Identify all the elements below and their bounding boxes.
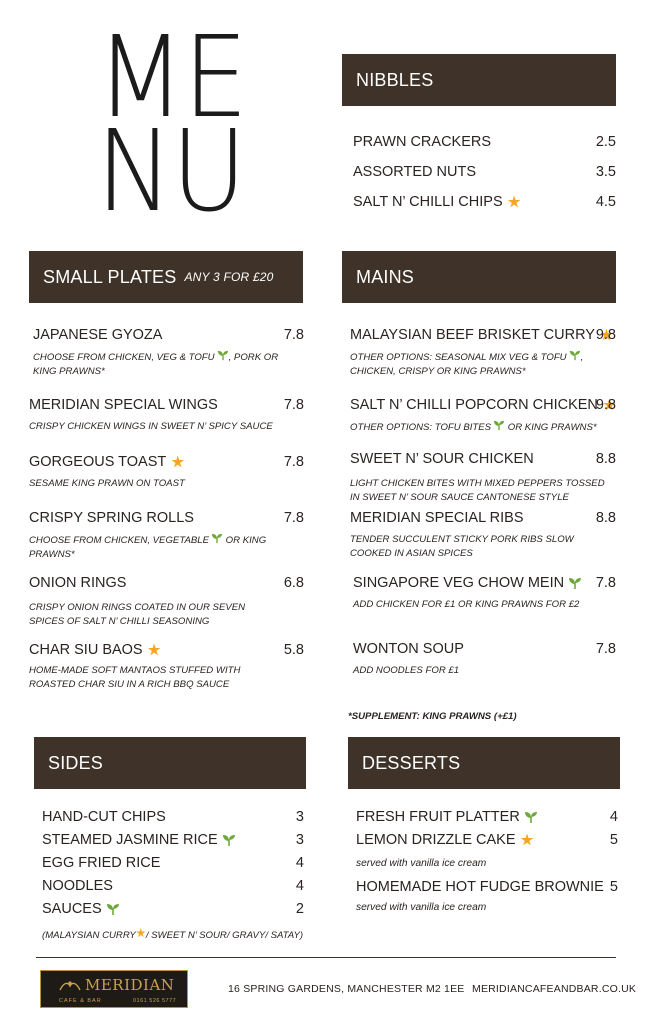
logo-phone: 0161 526 5777 xyxy=(133,998,177,1004)
spicy-star-icon xyxy=(521,834,534,847)
supplement-note: *SUPPLEMENT: KING PRAWNS (+£1) xyxy=(348,711,517,722)
vegetarian-leaf-icon xyxy=(106,903,120,916)
menu-item: STEAMED JASMINE RICE xyxy=(42,832,236,848)
menu-item: GORGEOUS TOAST xyxy=(29,454,184,470)
item-description: CRISPY CHICKEN WINGS IN SWEET N’ SPICY SAUCE xyxy=(29,421,273,432)
nibbles-header xyxy=(342,54,616,106)
menu-item: SAUCES xyxy=(42,901,120,917)
item-price: 6.8 xyxy=(283,575,304,591)
item-description: SESAME KING PRAWN ON TOAST xyxy=(29,478,185,489)
menu-item: MALAYSIAN BEEF BRISKET CURRY xyxy=(350,327,613,343)
menu-item: CRISPY SPRING ROLLS xyxy=(29,510,194,526)
item-price: 9.8 xyxy=(595,327,616,343)
menu-item: SWEET N’ SOUR CHICKEN xyxy=(350,451,534,467)
desserts-header xyxy=(348,737,620,789)
small-plates-offer: ANY 3 FOR £20 xyxy=(184,270,274,284)
menu-item: ONION RINGS xyxy=(29,575,127,591)
desserts-title: DESSERTS xyxy=(362,752,461,773)
item-price: 8.8 xyxy=(595,510,616,526)
item-description: ADD CHICKEN FOR £1 OR KING PRAWNS FOR £2 xyxy=(353,599,580,610)
item-description: OTHER OPTIONS: TOFU BITES OR KING PRAWNS* xyxy=(350,422,597,433)
item-price: 7.8 xyxy=(595,641,616,657)
menu-item: JAPANESE GYOZA xyxy=(33,327,163,343)
vegetarian-leaf-icon xyxy=(217,350,229,361)
menu-title-line-1: ME xyxy=(96,13,247,143)
menu-item: FRESH FRUIT PLATTER xyxy=(356,809,538,825)
item-description: TENDER SUCCULENT STICKY PORK RIBS SLOW COOKED IN ASIAN SPICES xyxy=(350,534,574,559)
item-price: 5 xyxy=(609,879,618,895)
menu-item: CHAR SIU BAOS xyxy=(29,642,161,658)
menu-item: NOODLES xyxy=(42,878,113,894)
item-price: 7.8 xyxy=(595,575,616,591)
vegetarian-leaf-icon xyxy=(524,811,538,824)
item-price: 5 xyxy=(609,832,618,848)
menu-item: LEMON DRIZZLE CAKE xyxy=(356,832,534,848)
footer-website[interactable]: MERIDIANCAFEANDBAR.CO.UK xyxy=(472,983,637,995)
menu-item: MERIDIAN SPECIAL RIBS xyxy=(350,510,524,526)
item-description: CRISPY ONION RINGS COATED IN OUR SEVEN SPICES OF SALT N’ CHILLI SEASONING xyxy=(29,602,246,627)
item-price: 3 xyxy=(295,809,304,825)
item-description: CHOOSE FROM CHICKEN, VEGETABLE OR KING PRAWNS* xyxy=(29,535,267,560)
item-description: served with vanilla ice cream xyxy=(356,858,487,869)
item-price: 7.8 xyxy=(283,327,304,343)
item-description: served with vanilla ice cream xyxy=(356,902,487,913)
vegetarian-leaf-icon xyxy=(211,533,223,544)
menu-item: SALT N’ CHILLI POPCORN CHICKEN xyxy=(350,397,616,413)
spicy-star-icon xyxy=(136,928,146,938)
menu-item: HAND-CUT CHIPS xyxy=(42,809,166,825)
vegetarian-leaf-icon xyxy=(569,350,581,361)
spicy-star-icon xyxy=(148,644,161,657)
menu-item: WONTON SOUP xyxy=(353,641,464,657)
logo-name: MERIDIAN xyxy=(85,976,175,994)
spicy-star-icon xyxy=(171,456,184,469)
item-price: 4 xyxy=(609,809,618,825)
vegetarian-leaf-icon xyxy=(222,834,236,847)
mains-title: MAINS xyxy=(356,266,415,287)
item-price: 4.5 xyxy=(595,194,616,210)
item-description: LIGHT CHICKEN BITES WITH MIXED PEPPERS TOSSED IN SWEET N’ SOUR SAUCE CANTONESE STYLE xyxy=(350,478,605,503)
item-price: 2 xyxy=(295,901,304,917)
item-price: 3 xyxy=(295,832,304,848)
item-description: CHOOSE FROM CHICKEN, VEG & TOFU , PORK OR KING PRAWNS* xyxy=(33,352,279,377)
item-price: 9.8 xyxy=(595,397,616,413)
nibbles-title: NIBBLES xyxy=(356,69,434,90)
item-price: 2.5 xyxy=(595,134,616,150)
spicy-star-icon xyxy=(508,196,521,209)
menu-item: ASSORTED NUTS xyxy=(353,164,477,180)
menu-item: MERIDIAN SPECIAL WINGS xyxy=(29,397,218,413)
vegetarian-leaf-icon xyxy=(493,420,505,431)
item-price: 7.8 xyxy=(283,397,304,413)
menu-item: SINGAPORE VEG CHOW MEIN xyxy=(353,575,582,591)
sides-header xyxy=(34,737,306,789)
item-price: 5.8 xyxy=(283,642,304,658)
item-price: 7.8 xyxy=(283,510,304,526)
item-description: HOME-MADE SOFT MANTAOS STUFFED WITH ROASTED CHAR SIU IN A RICH BBQ SAUCE xyxy=(29,665,241,690)
logo-mark-icon xyxy=(59,979,81,993)
sides-title: SIDES xyxy=(48,752,104,773)
item-price: 4 xyxy=(295,878,304,894)
item-description: ADD NOODLES FOR £1 xyxy=(353,665,460,676)
item-price: 8.8 xyxy=(595,451,616,467)
item-price: 3.5 xyxy=(595,164,616,180)
mains-header xyxy=(342,251,616,303)
logo-subtitle: CAFE & BAR xyxy=(59,998,102,1004)
item-description: OTHER OPTIONS: SEASONAL MIX VEG & TOFU , CHICKEN, CRISPY OR KING PRAWNS* xyxy=(350,352,584,377)
footer-address: 16 SPRING GARDENS, MANCHESTER M2 1EE xyxy=(228,983,465,995)
small-plates-title: SMALL PLATES xyxy=(43,266,177,287)
sauces-options: (MALAYSIAN CURRY / SWEET N’ SOUR/ GRAVY/ SATAY) xyxy=(42,930,304,941)
menu-item: HOMEMADE HOT FUDGE BROWNIE xyxy=(356,879,604,895)
small-plates-header xyxy=(29,251,303,303)
menu-title-line-2: NU xyxy=(96,107,245,237)
item-price: 4 xyxy=(295,855,304,871)
footer-divider xyxy=(36,957,616,958)
meridian-logo xyxy=(40,970,188,1008)
menu-item: SALT N’ CHILLI CHIPS xyxy=(353,194,521,210)
item-price: 7.8 xyxy=(283,454,304,470)
menu-item: PRAWN CRACKERS xyxy=(353,134,492,150)
menu-item: EGG FRIED RICE xyxy=(42,855,161,871)
